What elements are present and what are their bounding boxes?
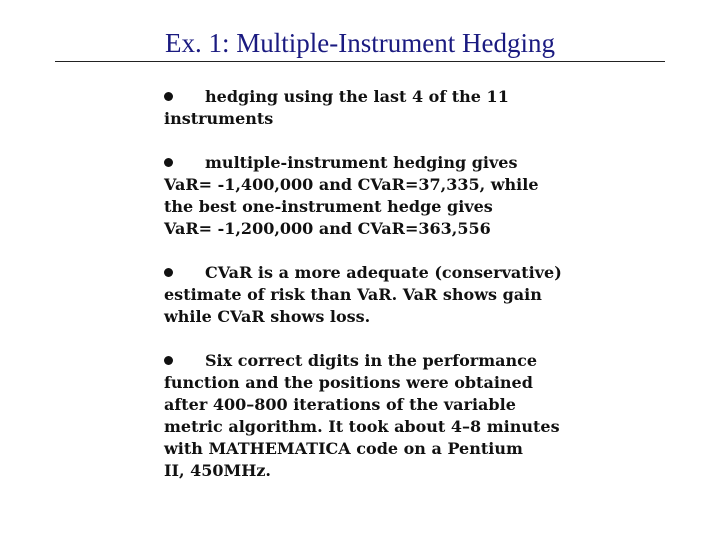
slide-content bbox=[164, 86, 604, 482]
bullet-line: VaR= -1,400,000 and CVaR=37,335, while bbox=[164, 175, 539, 194]
bullet-icon bbox=[164, 356, 173, 365]
bullet-line: II, 450MHz. bbox=[164, 461, 271, 480]
bullet-item-var-cvar-results bbox=[164, 152, 604, 240]
bullet-icon bbox=[164, 158, 173, 167]
title-underline bbox=[55, 61, 665, 62]
bullet-line: CVaR is a more adequate (conservative) bbox=[164, 262, 604, 284]
bullet-line: estimate of risk than VaR. VaR shows gain bbox=[164, 285, 542, 304]
bullet-item-hedging-instruments bbox=[164, 86, 604, 130]
bullet-item-cvar-adequacy bbox=[164, 262, 604, 328]
bullet-line: with MATHEMATICA code on a Pentium bbox=[164, 439, 523, 458]
slide-title: Ex. 1: Multiple-Instrument Hedging bbox=[165, 28, 555, 58]
bullet-line: Six correct digits in the performance bbox=[164, 350, 604, 372]
bullet-line: VaR= -1,200,000 and CVaR=363,556 bbox=[164, 219, 491, 238]
bullet-line: while CVaR shows loss. bbox=[164, 307, 371, 326]
bullet-line: metric algorithm. It took about 4–8 minutes bbox=[164, 417, 560, 436]
bullet-line: hedging using the last 4 of the 11 bbox=[164, 86, 604, 108]
bullet-item-performance bbox=[164, 350, 604, 482]
bullet-icon bbox=[164, 92, 173, 101]
bullet-line: after 400–800 iterations of the variable bbox=[164, 395, 516, 414]
bullet-line: instruments bbox=[164, 109, 274, 128]
bullet-line: the best one-instrument hedge gives bbox=[164, 197, 493, 216]
bullet-line: function and the positions were obtained bbox=[164, 373, 533, 392]
bullet-line: multiple-instrument hedging gives bbox=[164, 152, 604, 174]
bullet-icon bbox=[164, 268, 173, 277]
